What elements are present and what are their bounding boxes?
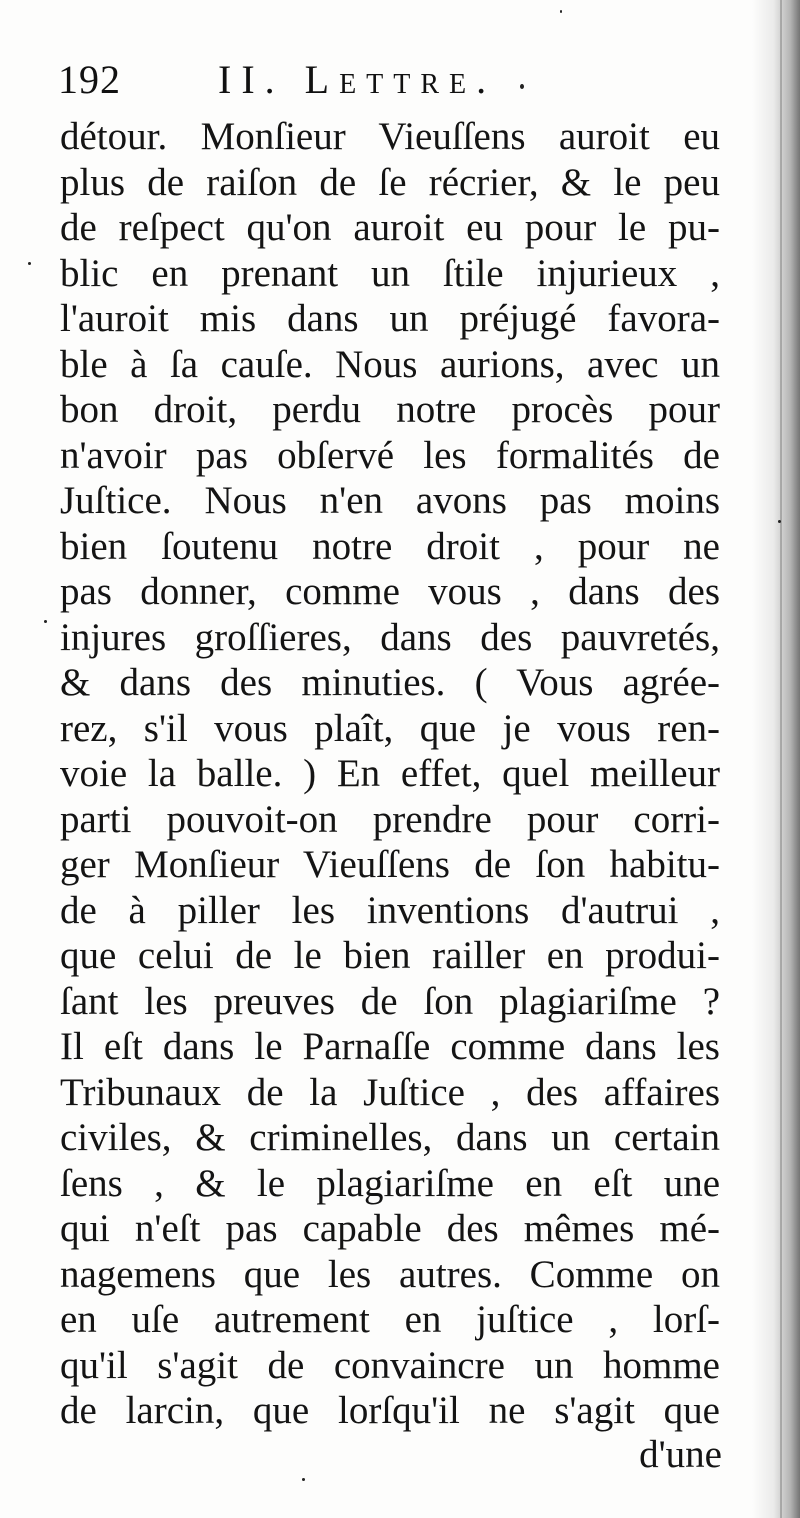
text-line: qui n'eſt pas capable des mêmes mé- — [60, 1207, 720, 1250]
text-line: parti pouvoit-on prendre pour corri- — [60, 797, 720, 841]
text-line: civiles, & criminelles, dans un certain — [60, 1116, 720, 1159]
print-speck — [778, 520, 781, 523]
text-line: Juſtice. Nous n'en avons pas moins — [60, 479, 720, 522]
text-line: & dans des minuties. ( Vous agrée- — [60, 661, 720, 704]
text-line: ble à ſa cauſe. Nous aurions, avec un — [60, 342, 720, 386]
text-line: rez, s'il vous plaît, que je vous ren- — [60, 706, 720, 750]
text-line: de larcin, que lorſqu'il ne s'agit que — [60, 1389, 720, 1432]
text-line: ſens , & le plagiariſme en eſt une — [60, 1161, 720, 1205]
print-speck — [560, 10, 562, 13]
text-line: en uſe autrement en juſtice , lorſ- — [60, 1298, 720, 1341]
text-line: de reſpect qu'on auroit eu pour le pu- — [60, 206, 720, 249]
binding-shadow — [752, 0, 800, 1518]
text-line: ſant les preuves de ſon plagiariſme ? — [60, 979, 720, 1023]
text-line: de à piller les inventions d'autrui , — [60, 888, 720, 932]
text-line: bien ſoutenu notre droit , pour ne — [60, 524, 720, 568]
page-number: 192 — [58, 57, 121, 102]
text-line: plus de raiſon de ſe récrier, & le peu — [60, 160, 720, 204]
print-speck — [28, 262, 31, 265]
running-head: II. Lettre. — [218, 57, 497, 102]
text-line: Tribunaux de la Juſtice , des affaires — [60, 1070, 720, 1114]
text-line: blic en prenant un ſtile injurieux , — [60, 251, 720, 295]
page-header — [58, 52, 738, 108]
page-edge — [780, 0, 782, 1518]
text-line: que celui de le bien railler en produi- — [60, 934, 720, 977]
print-speck — [520, 84, 524, 89]
print-speck — [44, 620, 47, 623]
catchword: d'une — [639, 1433, 722, 1476]
text-line: détour. Monſieur Vieuſſens auroit eu — [60, 115, 720, 158]
text-line: n'avoir pas obſervé les formalités de — [60, 433, 720, 477]
text-line: qu'il s'agit de convaincre un homme — [60, 1343, 720, 1387]
text-line: bon droit, perdu notre procès pour — [60, 388, 720, 431]
text-line: ger Monſieur Vieuſſens de ſon habitu- — [60, 843, 720, 886]
text-line: voie la balle. ) En effet, quel meilleur — [60, 752, 720, 795]
print-speck — [302, 1478, 305, 1481]
text-line: l'auroit mis dans un préjugé favora- — [60, 297, 720, 340]
text-line: Il eſt dans le Parnaſſe comme dans les — [60, 1025, 720, 1068]
text-line: nagemens que les autres. Comme on — [60, 1252, 720, 1296]
text-line: pas donner, comme vous , dans des — [60, 570, 720, 613]
text-line: injures groſſieres, dans des pauvretés, — [60, 615, 720, 659]
body-text — [60, 114, 720, 1434]
